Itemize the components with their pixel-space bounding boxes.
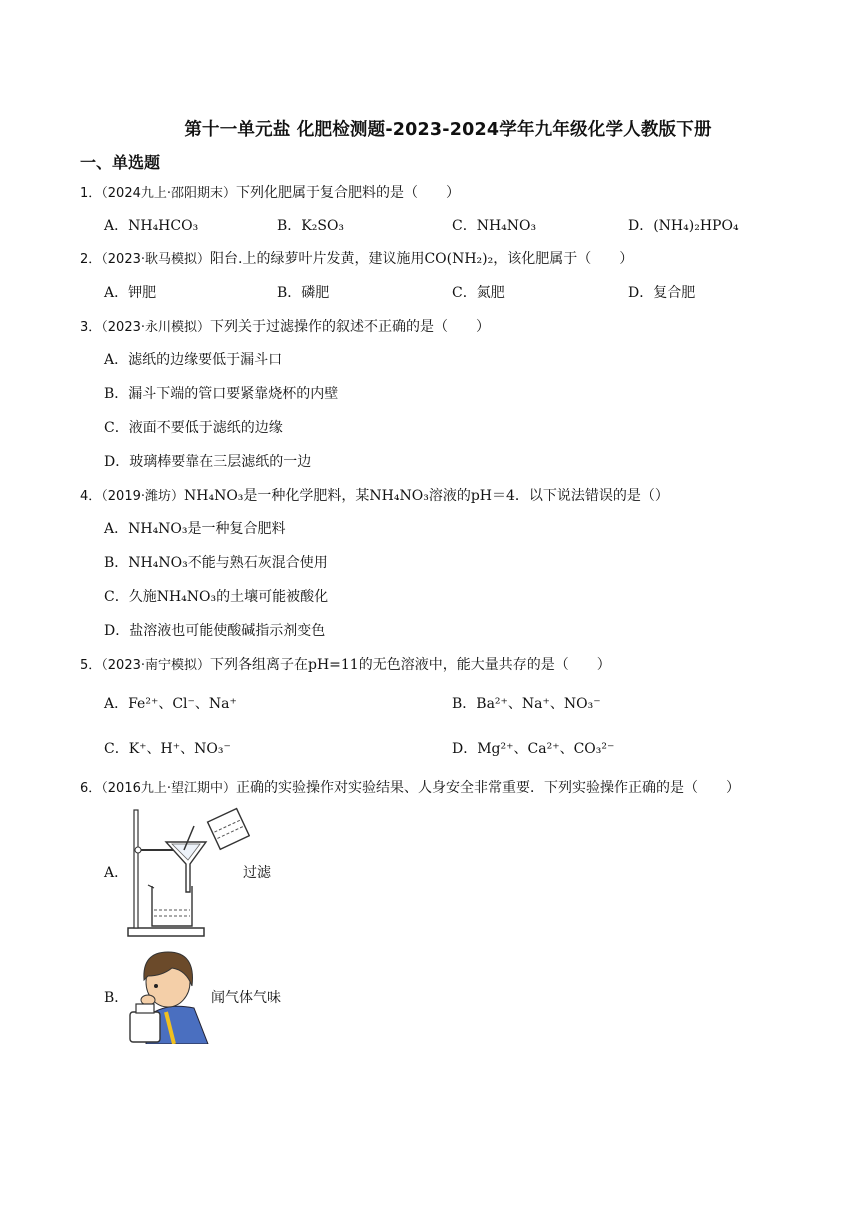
filtration-apparatus-figure	[124, 806, 250, 942]
question-5	[80, 654, 611, 674]
option-5b: B．Ba²⁺、Na⁺、NO₃⁻	[452, 696, 601, 712]
option-2c: C．氮肥	[452, 285, 505, 301]
question-number: 4．	[80, 489, 102, 504]
question-source: （2023·耿马模拟）	[101, 252, 210, 267]
option-5a: A．Fe²⁺、Cl⁻、Na⁺	[104, 696, 237, 712]
question-stem: 下列化肥属于复合肥料的是（ ）	[236, 185, 460, 201]
question-stem: 下列各组离子在pH=11的无色溶液中，能大量共存的是（ ）	[210, 657, 611, 673]
option-2a: A．钾肥	[104, 285, 157, 301]
section-heading: 一、单选题	[80, 153, 161, 172]
option-4b: B．NH₄NO₃不能与熟石灰混合使用	[104, 555, 328, 571]
option-3d: D．玻璃棒要靠在三层滤纸的一边	[104, 454, 312, 470]
option-2b: B．磷肥	[277, 285, 330, 301]
question-source: （2016九上·望江期中）	[101, 781, 236, 796]
question-stem: 阳台.上的绿萝叶片发黄，建议施用CO(NH₂)₂，该化肥属于（ ）	[210, 251, 634, 267]
option-5c: C．K⁺、H⁺、NO₃⁻	[104, 741, 231, 757]
question-number: 6．	[80, 781, 102, 796]
question-source: （2023·永川模拟）	[101, 320, 210, 335]
question-stem: 正确的实验操作对实验结果、人身安全非常重要．下列实验操作正确的是（ ）	[236, 780, 740, 796]
question-source: （2019·潍坊）	[101, 489, 184, 504]
option-3b: B．漏斗下端的管口要紧靠烧杯的内壁	[104, 386, 339, 402]
option-3c: C．液面不要低于滤纸的边缘	[104, 420, 283, 436]
question-number: 3．	[80, 320, 102, 335]
question-number: 5．	[80, 658, 102, 673]
option-6a: A．	[104, 865, 129, 881]
option-6b: B．	[104, 990, 129, 1006]
question-4	[80, 485, 669, 505]
option-1c: C．NH₄NO₃	[452, 218, 537, 234]
option-1a: A．NH₄HCO₃	[104, 218, 199, 234]
option-4c: C．久施NH₄NO₃的土壤可能被酸化	[104, 589, 329, 605]
question-stem: 下列关于过滤操作的叙述不正确的是（ ）	[210, 319, 490, 335]
document-title: 第十一单元盐 化肥检测题-2023-2024学年九年级化学人教版下册	[184, 120, 712, 140]
question-2	[80, 248, 633, 268]
caption-smell-gas: 闻气体气味	[211, 990, 281, 1006]
question-3	[80, 316, 490, 336]
smelling-gas-figure	[126, 946, 210, 1044]
question-stem: NH₄NO₃是一种化学肥料，某NH₄NO₃溶液的pH＝4．以下说法错误的是（）	[184, 488, 669, 504]
question-number: 1．	[80, 186, 102, 201]
option-3a: A．滤纸的边缘要低于漏斗口	[104, 352, 283, 368]
option-4d: D．盐溶液也可能使酸碱指示剂变色	[104, 623, 326, 639]
caption-filtration: 过滤	[243, 865, 271, 881]
option-5d: D．Mg²⁺、Ca²⁺、CO₃²⁻	[452, 741, 615, 757]
option-1b: B．K₂SO₃	[277, 218, 345, 234]
option-2d: D．复合肥	[628, 285, 696, 301]
option-4a: A．NH₄NO₃是一种复合肥料	[104, 521, 286, 537]
question-6	[80, 777, 740, 797]
question-source: （2023·南宁模拟）	[101, 658, 210, 673]
question-number: 2．	[80, 252, 102, 267]
question-1	[80, 182, 460, 202]
question-source: （2024九上·邵阳期末）	[101, 186, 236, 201]
option-1d: D．(NH₄)₂HPO₄	[628, 218, 739, 234]
